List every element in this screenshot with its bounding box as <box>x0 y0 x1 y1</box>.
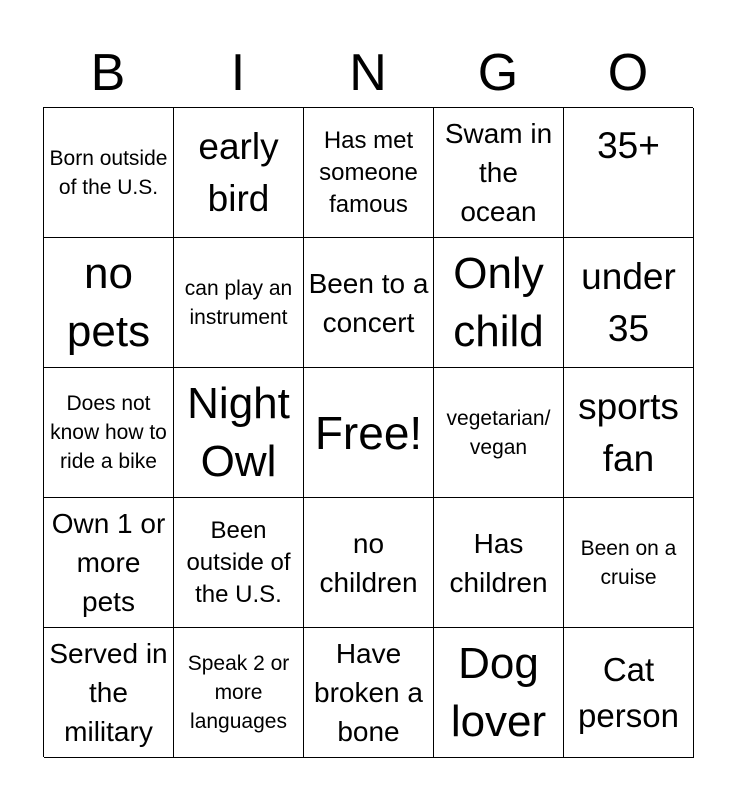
cell-label: no children <box>319 527 418 598</box>
cell-label: Served in the military <box>49 638 168 747</box>
bingo-cell-r2-c4[interactable] <box>434 238 564 368</box>
bingo-cell-r3-c5[interactable] <box>564 368 694 498</box>
bingo-cell-r2-c1[interactable] <box>44 238 174 368</box>
cell-label: Night Owl <box>187 378 290 486</box>
bingo-cell-r5-c2[interactable] <box>174 628 304 758</box>
cell-label: Been outside of the U.S. <box>186 516 291 608</box>
free-space-label: Free! <box>314 406 423 459</box>
bingo-board <box>43 107 693 757</box>
bingo-cell-r1-c2[interactable] <box>174 108 304 238</box>
cell-label: can play an instrument <box>184 276 293 329</box>
bingo-cell-r2-c5[interactable] <box>564 238 694 368</box>
bingo-cell-r3-c3[interactable] <box>304 368 434 498</box>
cell-label: sports fan <box>578 385 679 479</box>
cell-label: Speak 2 or more languages <box>187 652 290 733</box>
cell-label: Does not know how to ride a bike <box>50 392 167 473</box>
bingo-cell-r4-c3[interactable] <box>304 498 434 628</box>
header-letter-b: B <box>90 44 126 102</box>
header-letter-g: G <box>477 44 519 102</box>
cell-label: early bird <box>198 125 279 219</box>
header-letter-i: I <box>230 44 246 102</box>
bingo-cell-r1-c3[interactable] <box>304 108 434 238</box>
bingo-cell-r4-c1[interactable] <box>44 498 174 628</box>
cell-label: Been to a concert <box>308 267 429 338</box>
cell-label: Cat person <box>578 650 679 734</box>
cell-label: Dog lover <box>450 638 547 746</box>
cell-label: vegetarian/ vegan <box>446 406 551 459</box>
header-letter-n: N <box>349 44 387 102</box>
header-letter-o: O <box>607 44 649 102</box>
bingo-cell-r3-c1[interactable] <box>44 368 174 498</box>
bingo-cell-r5-c5[interactable] <box>564 628 694 758</box>
cell-label: Has children <box>449 527 548 598</box>
cell-label: Have broken a bone <box>314 638 423 747</box>
cell-label: 35+ <box>597 125 660 166</box>
bingo-cell-r5-c3[interactable] <box>304 628 434 758</box>
bingo-cell-r4-c4[interactable] <box>434 498 564 628</box>
bingo-header <box>43 40 693 106</box>
bingo-cell-r2-c2[interactable] <box>174 238 304 368</box>
bingo-cell-r3-c2[interactable] <box>174 368 304 498</box>
cell-label: Born outside of the U.S. <box>49 146 168 199</box>
cell-label: Has met someone famous <box>319 126 418 218</box>
cell-label: Only child <box>453 248 544 356</box>
bingo-cell-r4-c5[interactable] <box>564 498 694 628</box>
bingo-cell-r5-c4[interactable] <box>434 628 564 758</box>
cell-label: under 35 <box>581 255 676 349</box>
cell-label: Swam in the ocean <box>444 118 553 227</box>
bingo-cell-r2-c3[interactable] <box>304 238 434 368</box>
cell-label: Been on a cruise <box>580 536 677 589</box>
cell-label: no pets <box>66 248 151 356</box>
bingo-cell-r1-c5[interactable] <box>564 108 694 238</box>
bingo-cell-r1-c1[interactable] <box>44 108 174 238</box>
bingo-cell-r3-c4[interactable] <box>434 368 564 498</box>
bingo-cell-r4-c2[interactable] <box>174 498 304 628</box>
bingo-cell-r1-c4[interactable] <box>434 108 564 238</box>
bingo-cell-r5-c1[interactable] <box>44 628 174 758</box>
cell-label: Own 1 or more pets <box>51 508 166 617</box>
